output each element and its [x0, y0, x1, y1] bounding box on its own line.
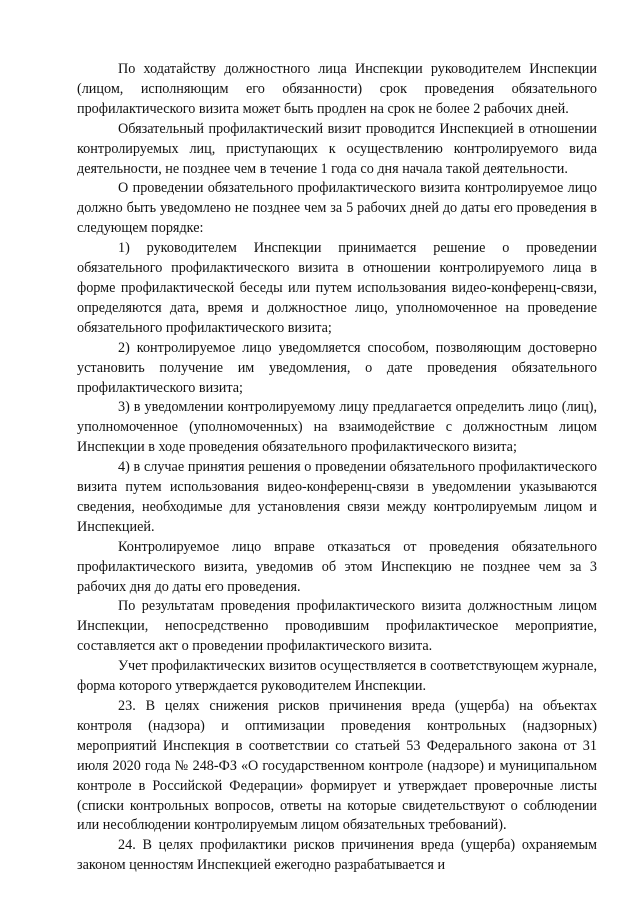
list-item-2: 2) контролируемое лицо уведомляется способом, позволяющим достоверно установить получение им уведомления, о дате проведения обязательного профилактического визита; [77, 339, 597, 396]
list-item-1: 1) руководителем Инспекции принимается решение о проведении обязательного профилактического визита в отношении контролируемого лица в форме профилактической беседы или путем использования видео-конференц-связи, определяются дата, время и должностное лицо, уполномоченное на проведение обязательного профилактического визита; [77, 240, 597, 336]
paragraph-notification-order: О проведении обязательного профилактического визита контролируемое лицо должно быть уведомлено не позднее чем за 5 рабочих дней до даты его проведения в следующем порядке: [77, 180, 597, 237]
paragraph-mandatory-visit: Обязательный профилактический визит проводится Инспекцией в отношении контролируемых лиц, приступающих к осуществлению контролируемого вида деятельности, не позднее чем в течение 1 года со дня начала такой деятельности. [77, 120, 597, 177]
paragraph-journal: Учет профилактических визитов осуществляется в соответствующем журнале, форма которого утверждается руководителем Инспекции. [77, 658, 597, 695]
list-item-3: 3) в уведомлении контролируемому лицу предлагается определить лицо (лиц), уполномоченное (уполномоченных) на взаимодействие с должностным лицом Инспекции в ходе проведения обязательного профилактического визита; [77, 399, 597, 456]
list-item-4: 4) в случае принятия решения о проведении обязательного профилактического визита путем использования видео-конференц-связи в уведомлении указываются сведения, необходимые для установления связи между контролируемым лицом и Инспекцией. [77, 459, 597, 535]
paragraph-refusal: Контролируемое лицо вправе отказаться от проведения обязательного профилактического визита, уведомив об этом Инспекцию не позднее чем за 3 рабочих дня до даты его проведения. [77, 538, 597, 595]
paragraph-extension: По ходатайству должностного лица Инспекции руководителем Инспекции (лицом, исполняющим его обязанности) срок проведения обязательного профилактического визита может быть продлен на срок не более 2 рабочих дней. [77, 61, 597, 117]
paragraph-item-23: 23. В целях снижения рисков причинения вреда (ущерба) на объектах контроля (надзора) и оптимизации проведения контрольных (надзорных) мероприятий Инспекция в соответствии со статьей 53 Федерального закона от 31 июля 2020 года № 248-ФЗ «О государственном контроле (надзоре) и муниципальном контроле в Российской Федерации» формирует и утверждает проверочные листы (списки контрольных вопросов, ответы на которые свидетельствуют о соблюдении или несоблюдении контролируемым лицом обязательных требований). [77, 698, 597, 834]
document-body [77, 60, 597, 876]
paragraph-act: По результатам проведения профилактического визита должностным лицом Инспекции, непосредственно проводившим профилактическое мероприятие, составляется акт о проведении профилактического визита. [77, 598, 597, 655]
paragraph-item-24: 24. В целях профилактики рисков причинения вреда (ущерба) охраняемым законом ценностям Инспекцией ежегодно разрабатывается и [77, 837, 597, 874]
